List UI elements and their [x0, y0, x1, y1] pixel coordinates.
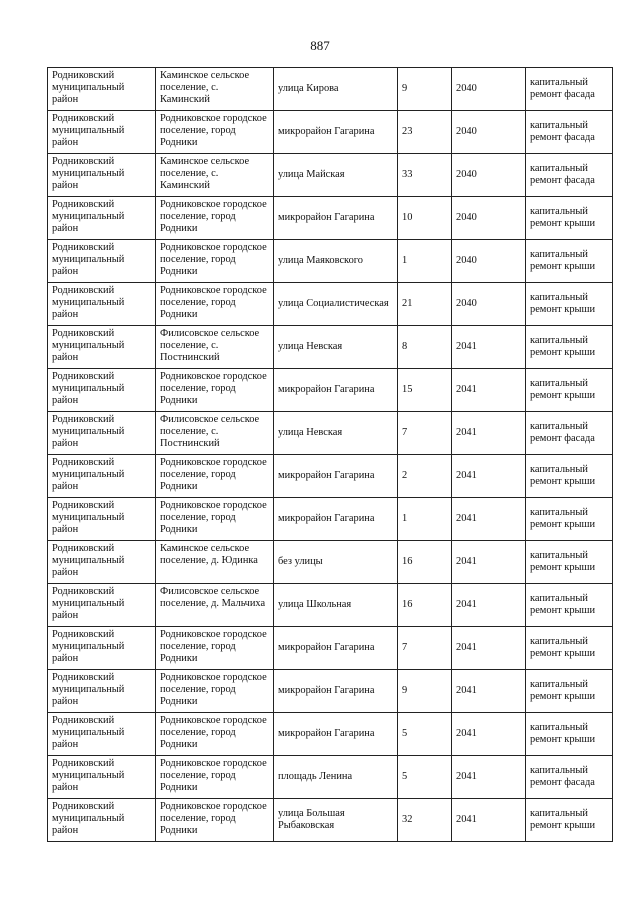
settlement-cell: Филисовское сельское поселение, с. Постнинский: [156, 326, 274, 369]
year-cell: 2040: [452, 68, 526, 111]
house-number-cell: 21: [398, 283, 452, 326]
work-type-cell: капитальный ремонт крыши: [526, 799, 613, 842]
district-cell: Родниковский муниципальный район: [48, 154, 156, 197]
settlement-cell: Родниковское городское поселение, город Родники: [156, 713, 274, 756]
house-number-cell: 7: [398, 412, 452, 455]
settlement-cell: Родниковское городское поселение, город Родники: [156, 240, 274, 283]
year-cell: 2041: [452, 326, 526, 369]
settlement-cell: Родниковское городское поселение, город Родники: [156, 197, 274, 240]
house-number-cell: 5: [398, 756, 452, 799]
work-type-cell: капитальный ремонт крыши: [526, 369, 613, 412]
table-row: [48, 541, 613, 584]
work-type-cell: капитальный ремонт фасада: [526, 111, 613, 154]
table-row: [48, 326, 613, 369]
house-number-cell: 7: [398, 627, 452, 670]
street-cell: микрорайон Гагарина: [274, 197, 398, 240]
street-cell: микрорайон Гагарина: [274, 670, 398, 713]
repair-schedule-table: [47, 67, 613, 842]
street-cell: улица Кирова: [274, 68, 398, 111]
street-cell: площадь Ленина: [274, 756, 398, 799]
house-number-cell: 15: [398, 369, 452, 412]
district-cell: Родниковский муниципальный район: [48, 670, 156, 713]
house-number-cell: 33: [398, 154, 452, 197]
house-number-cell: 16: [398, 584, 452, 627]
district-cell: Родниковский муниципальный район: [48, 584, 156, 627]
street-cell: микрорайон Гагарина: [274, 498, 398, 541]
table-row: [48, 713, 613, 756]
district-cell: Родниковский муниципальный район: [48, 713, 156, 756]
table-row: [48, 455, 613, 498]
district-cell: Родниковский муниципальный район: [48, 111, 156, 154]
year-cell: 2041: [452, 498, 526, 541]
year-cell: 2041: [452, 369, 526, 412]
work-type-cell: капитальный ремонт крыши: [526, 670, 613, 713]
house-number-cell: 10: [398, 197, 452, 240]
district-cell: Родниковский муниципальный район: [48, 197, 156, 240]
settlement-cell: Родниковское городское поселение, город Родники: [156, 799, 274, 842]
settlement-cell: Родниковское городское поселение, город Родники: [156, 498, 274, 541]
settlement-cell: Каминское сельское поселение, с. Каминский: [156, 154, 274, 197]
table-row: [48, 498, 613, 541]
work-type-cell: капитальный ремонт фасада: [526, 756, 613, 799]
table-row: [48, 197, 613, 240]
street-cell: без улицы: [274, 541, 398, 584]
district-cell: Родниковский муниципальный район: [48, 326, 156, 369]
house-number-cell: 9: [398, 68, 452, 111]
house-number-cell: 8: [398, 326, 452, 369]
district-cell: Родниковский муниципальный район: [48, 756, 156, 799]
district-cell: Родниковский муниципальный район: [48, 799, 156, 842]
district-cell: Родниковский муниципальный район: [48, 412, 156, 455]
year-cell: 2040: [452, 154, 526, 197]
work-type-cell: капитальный ремонт фасада: [526, 412, 613, 455]
table-row: [48, 670, 613, 713]
work-type-cell: капитальный ремонт крыши: [526, 713, 613, 756]
street-cell: улица Невская: [274, 326, 398, 369]
year-cell: 2041: [452, 670, 526, 713]
house-number-cell: 5: [398, 713, 452, 756]
house-number-cell: 23: [398, 111, 452, 154]
work-type-cell: капитальный ремонт крыши: [526, 455, 613, 498]
street-cell: микрорайон Гагарина: [274, 369, 398, 412]
table-row: [48, 412, 613, 455]
district-cell: Родниковский муниципальный район: [48, 283, 156, 326]
street-cell: микрорайон Гагарина: [274, 627, 398, 670]
table-row: [48, 799, 613, 842]
table-row: [48, 240, 613, 283]
year-cell: 2041: [452, 584, 526, 627]
street-cell: улица Большая Рыбаковская: [274, 799, 398, 842]
settlement-cell: Каминское сельское поселение, с. Каминский: [156, 68, 274, 111]
table-row: [48, 154, 613, 197]
settlement-cell: Родниковское городское поселение, город Родники: [156, 627, 274, 670]
table-row: [48, 584, 613, 627]
street-cell: микрорайон Гагарина: [274, 111, 398, 154]
district-cell: Родниковский муниципальный район: [48, 541, 156, 584]
work-type-cell: капитальный ремонт крыши: [526, 627, 613, 670]
district-cell: Родниковский муниципальный район: [48, 240, 156, 283]
table-row: [48, 627, 613, 670]
year-cell: 2041: [452, 756, 526, 799]
year-cell: 2040: [452, 240, 526, 283]
house-number-cell: 1: [398, 240, 452, 283]
street-cell: улица Невская: [274, 412, 398, 455]
district-cell: Родниковский муниципальный район: [48, 68, 156, 111]
year-cell: 2041: [452, 541, 526, 584]
work-type-cell: капитальный ремонт фасада: [526, 68, 613, 111]
settlement-cell: Родниковское городское поселение, город Родники: [156, 756, 274, 799]
settlement-cell: Филисовское сельское поселение, с. Постнинский: [156, 412, 274, 455]
house-number-cell: 32: [398, 799, 452, 842]
street-cell: микрорайон Гагарина: [274, 455, 398, 498]
settlement-cell: Родниковское городское поселение, город Родники: [156, 670, 274, 713]
house-number-cell: 16: [398, 541, 452, 584]
year-cell: 2041: [452, 412, 526, 455]
settlement-cell: Каминское сельское поселение, д. Юдинка: [156, 541, 274, 584]
work-type-cell: капитальный ремонт крыши: [526, 498, 613, 541]
street-cell: улица Школьная: [274, 584, 398, 627]
work-type-cell: капитальный ремонт фасада: [526, 154, 613, 197]
work-type-cell: капитальный ремонт крыши: [526, 283, 613, 326]
page-number: 887: [310, 38, 330, 53]
table-row: [48, 369, 613, 412]
table-row: [48, 111, 613, 154]
table-row: [48, 68, 613, 111]
table-body: [48, 68, 613, 842]
district-cell: Родниковский муниципальный район: [48, 369, 156, 412]
street-cell: улица Маяковского: [274, 240, 398, 283]
settlement-cell: Родниковское городское поселение, город Родники: [156, 369, 274, 412]
year-cell: 2040: [452, 197, 526, 240]
house-number-cell: 1: [398, 498, 452, 541]
house-number-cell: 2: [398, 455, 452, 498]
district-cell: Родниковский муниципальный район: [48, 498, 156, 541]
street-cell: улица Майская: [274, 154, 398, 197]
year-cell: 2041: [452, 455, 526, 498]
work-type-cell: капитальный ремонт крыши: [526, 584, 613, 627]
street-cell: улица Социалистическая: [274, 283, 398, 326]
year-cell: 2041: [452, 627, 526, 670]
district-cell: Родниковский муниципальный район: [48, 627, 156, 670]
work-type-cell: капитальный ремонт крыши: [526, 197, 613, 240]
settlement-cell: Филисовское сельское поселение, д. Мальчиха: [156, 584, 274, 627]
settlement-cell: Родниковское городское поселение, город Родники: [156, 283, 274, 326]
district-cell: Родниковский муниципальный район: [48, 455, 156, 498]
table-row: [48, 283, 613, 326]
settlement-cell: Родниковское городское поселение, город Родники: [156, 455, 274, 498]
street-cell: микрорайон Гагарина: [274, 713, 398, 756]
table-row: [48, 756, 613, 799]
year-cell: 2040: [452, 283, 526, 326]
year-cell: 2041: [452, 713, 526, 756]
settlement-cell: Родниковское городское поселение, город Родники: [156, 111, 274, 154]
work-type-cell: капитальный ремонт крыши: [526, 541, 613, 584]
work-type-cell: капитальный ремонт крыши: [526, 240, 613, 283]
year-cell: 2040: [452, 111, 526, 154]
year-cell: 2041: [452, 799, 526, 842]
work-type-cell: капитальный ремонт крыши: [526, 326, 613, 369]
house-number-cell: 9: [398, 670, 452, 713]
